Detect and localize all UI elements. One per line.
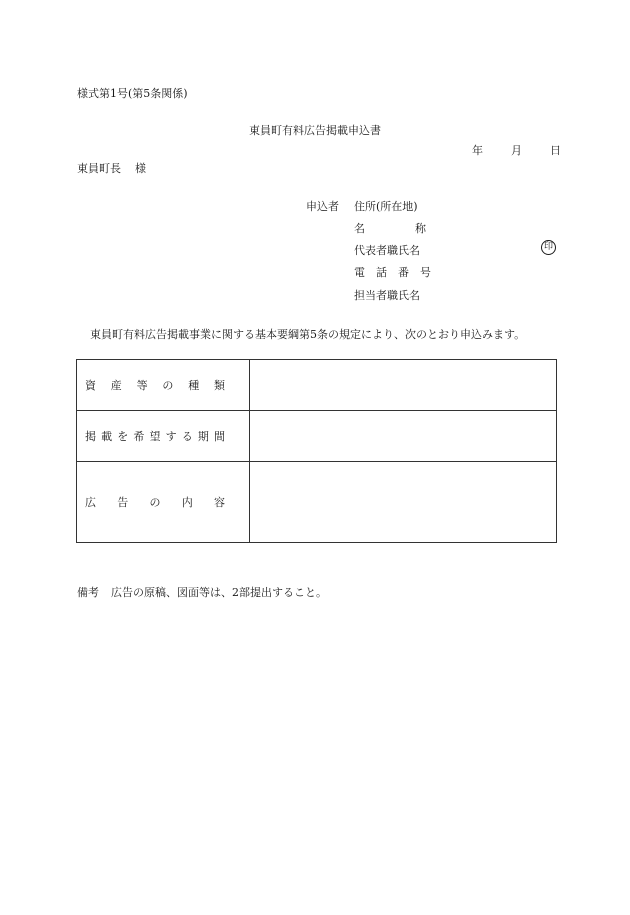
- date-day: 日: [550, 144, 561, 157]
- form-number: 様式第1号(第5条関係): [77, 87, 188, 100]
- addressee: [77, 160, 146, 176]
- field-address: 住所(所在地): [354, 200, 418, 213]
- table-label-cell: [77, 462, 250, 543]
- document-title: 東員町有料広告掲載申込書: [249, 124, 381, 137]
- addressee-honorific: 様: [135, 162, 146, 175]
- addressee-name: 東員町長: [77, 162, 121, 175]
- field-name: [354, 220, 426, 236]
- table-row: [77, 411, 557, 462]
- seal-mark: 印: [541, 240, 556, 255]
- applicant-label: 申込者: [306, 200, 339, 213]
- table-row: [77, 462, 557, 543]
- date-year: 年: [472, 144, 483, 157]
- statement: 東員町有料広告掲載事業に関する基本要綱第5条の規定により、次のとおり申込みます。: [90, 328, 526, 341]
- date-line: [472, 142, 561, 158]
- period-label: 掲載を希望する期間: [85, 430, 225, 443]
- content-label: 広告の内容: [85, 496, 225, 509]
- application-table: [76, 359, 557, 543]
- remarks-label: 備考: [77, 586, 99, 599]
- period-input-cell[interactable]: [250, 411, 557, 462]
- field-phone-label: 電 話 番 号: [354, 266, 431, 279]
- remarks: [77, 584, 327, 600]
- field-contact: 担当者職氏名: [354, 289, 420, 302]
- field-phone: [354, 264, 431, 280]
- date-month: 月: [511, 144, 522, 157]
- content-input-cell[interactable]: [250, 462, 557, 543]
- table-label-cell: [77, 360, 250, 411]
- table-row: [77, 360, 557, 411]
- asset-type-label: 資産等の種類: [85, 379, 225, 392]
- field-representative: 代表者職氏名: [354, 244, 420, 257]
- asset-type-input-cell[interactable]: [250, 360, 557, 411]
- field-name-label: 名 称: [354, 222, 426, 235]
- table-label-cell: [77, 411, 250, 462]
- remarks-text: 広告の原稿、図面等は、2部提出すること。: [111, 586, 327, 599]
